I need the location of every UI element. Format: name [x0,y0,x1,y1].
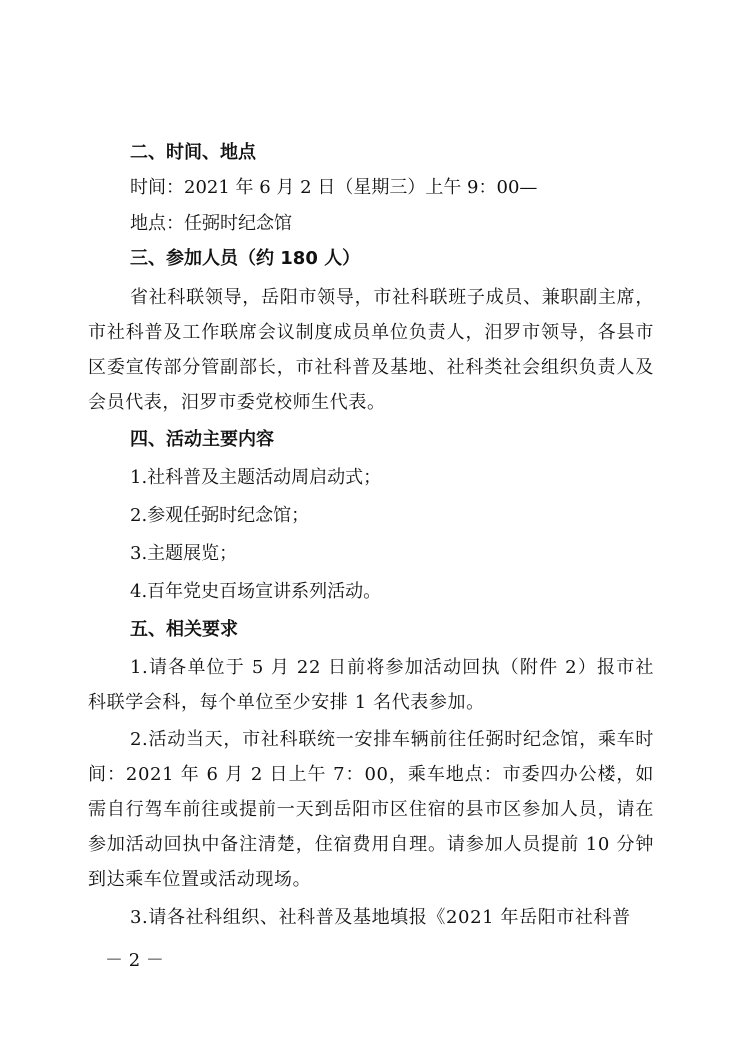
attendees-paragraph: 省社科联领导，岳阳市领导，市社科联班子成员、兼职副主席，市社科普及工作联席会议制度成员单位负责人，汨罗市领导，各县市区委宣传部分管副部长，市社科普及基地、社科类社会组织负责人及会员代表，汨罗市委党校师生代表。 [88,287,654,413]
section-heading-activities: 四、活动主要内容 [130,429,274,450]
requirement-item-3: 3.请各社科组织、社科普及基地填报《2021 年岳阳市社科普 [130,907,631,928]
section-heading-requirements: 五、相关要求 [130,619,238,640]
activity-item-4: 4.百年党史百场宣讲系列活动。 [130,581,382,602]
activity-item-3: 3.主题展览； [130,543,238,564]
event-time: 时间：2021 年 6 月 2 日（星期三）上午 9：00— [130,177,538,198]
section-heading-time-place: 二、时间、地点 [130,142,256,163]
event-place: 地点：任弼时纪念馆 [130,213,292,234]
page-number: － 2 － [105,950,164,971]
section-heading-attendees: 三、参加人员（约 180 人） [130,248,361,269]
activity-item-1: 1.社科普及主题活动周启动式； [130,467,382,488]
requirement-item-2: 2.活动当天，市社科联统一安排车辆前往任弼时纪念馆，乘车时间：2021 年 6 月 2 日上午 7：00，乘车地点：市委四办公楼，如需自行驾车前往或提前一天到岳阳市区住宿的县市区参加人员，请在参加活动回执中备注清楚，住宿费用自理。请参加人员提前 10 分钟到达乘车位置或活动现场。 [88,729,654,890]
requirement-item-1: 1.请各单位于 5 月 22 日前将参加活动回执（附件 2）报市社科联学会科，每个单位至少安排 1 名代表参加。 [88,657,654,713]
activity-item-2: 2.参观任弼时纪念馆； [130,505,310,526]
